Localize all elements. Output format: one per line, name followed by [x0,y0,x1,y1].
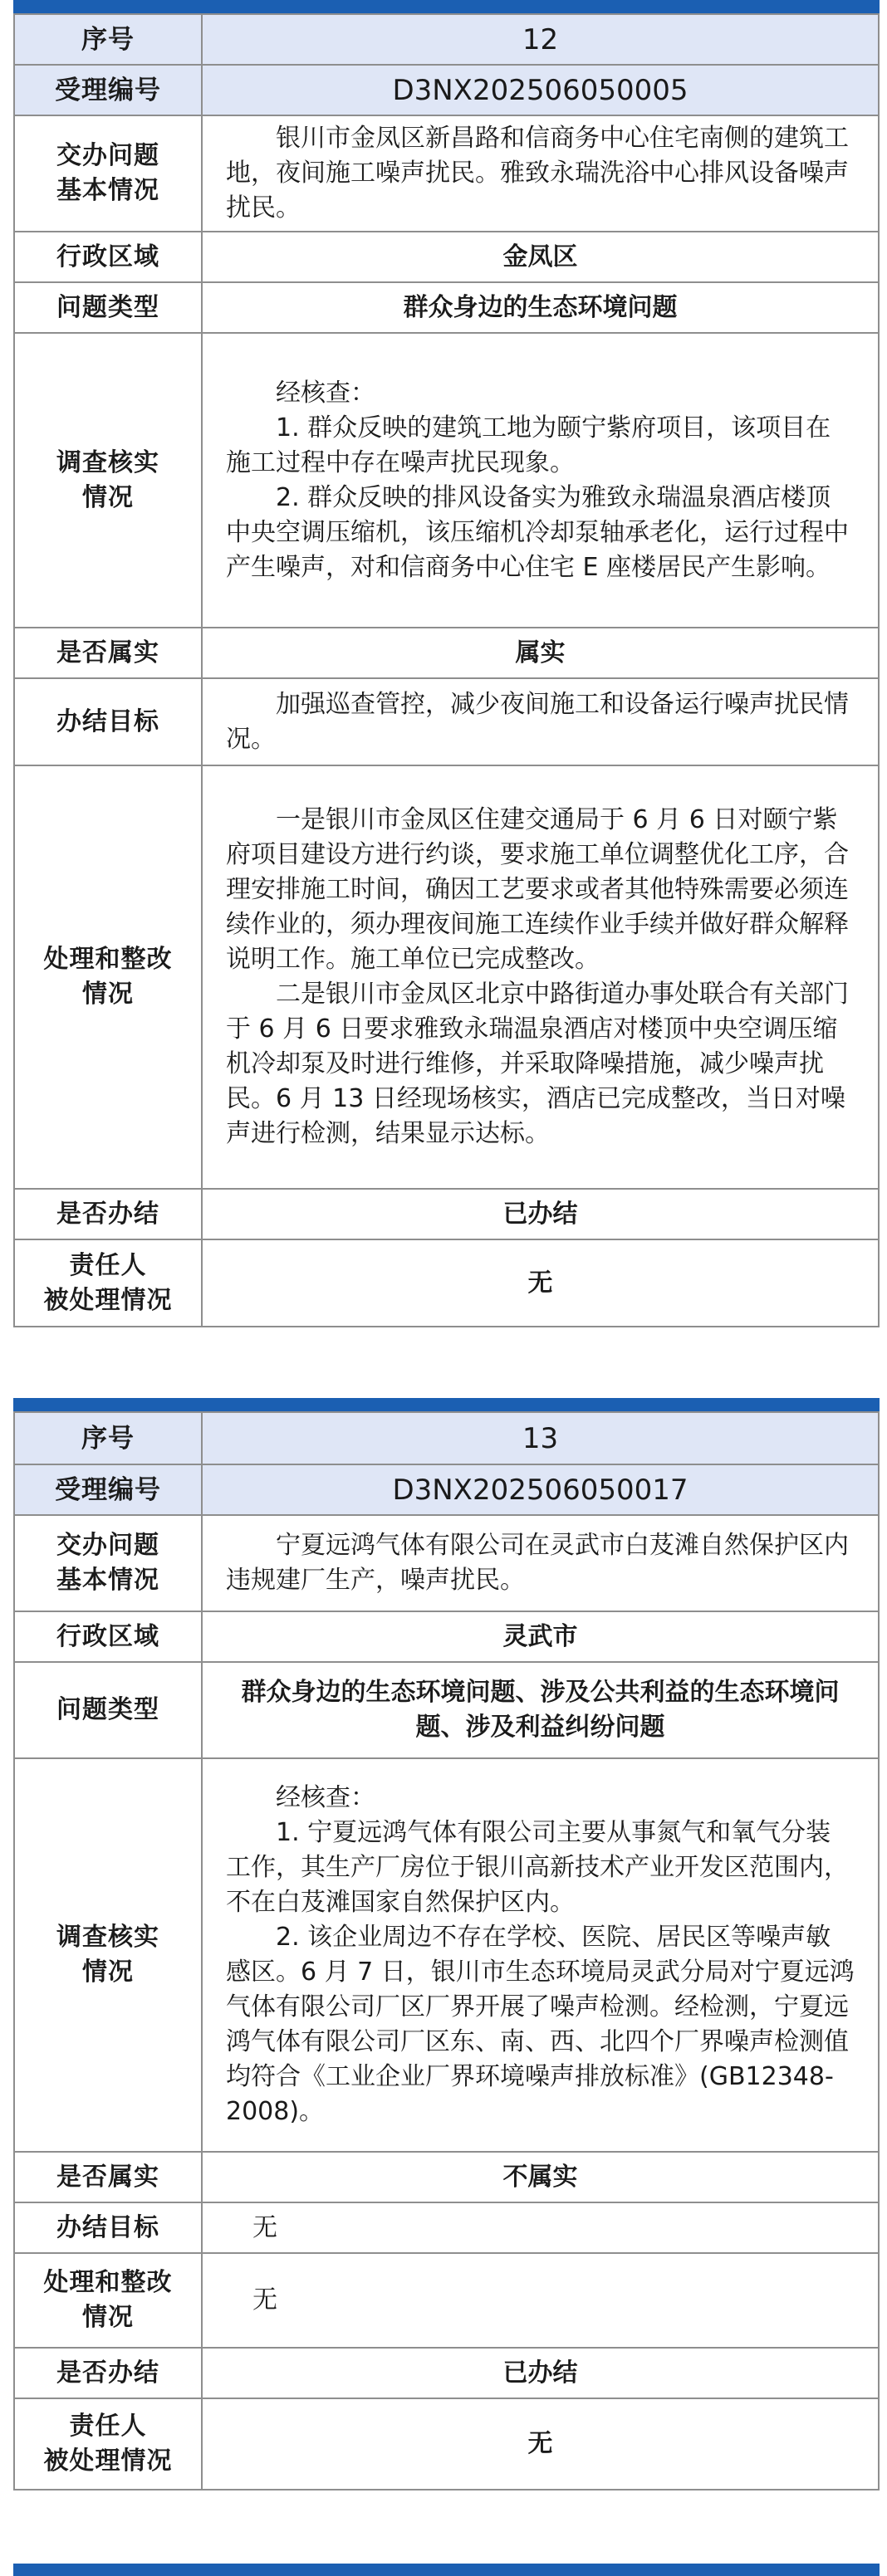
record-table [13,1411,880,2490]
seq-label: 序号 [14,1412,202,1464]
investigation-para: 1. 群众反映的建筑工地为颐宁紫府项目，该项目在施工过程中存在噪声扰民现象。 [226,413,831,477]
handling-value [202,765,879,1189]
region-value: 金凤区 [202,232,879,282]
handling-para: 无 [252,2285,277,2314]
basic-value: 宁夏远鸿气体有限公司在灵武市白芨滩自然保护区内违规建厂生产，噪声扰民。 [202,1515,879,1611]
investigation-para: 1. 宁夏远鸿气体有限公司主要从事氮气和氧气分装工作，其生产厂房位于银川高新技术产业开发区范围内，不在白芨滩国家自然保护区内。 [226,1818,849,1917]
true-value: 不属实 [202,2152,879,2202]
handling-label: 处理和整改 情况 [14,765,202,1189]
type-value: 群众身边的生态环境问题 [202,282,879,333]
done-value: 已办结 [202,1189,879,1239]
investigation-para: 经核查： [276,1783,375,1812]
type-value: 群众身边的生态环境问题、涉及公共利益的生态环境问题、涉及利益纠纷问题 [202,1662,879,1758]
done-label: 是否办结 [14,2348,202,2398]
investigation-label: 调查核实 情况 [14,1758,202,2152]
handling-para: 二是银川市金凤区北京中路街道办事处联合有关部门于 6 月 6 日要求雅致永瑞温泉酒店对楼顶中央空调压缩机冷却泵及时进行维修，并采取降噪措施，减少噪声扰民。6 月 13 日经现场核实，酒店已完成整改，当日对噪声进行检测，结果显示达标。 [226,980,849,1148]
goal-value: 加强巡查管控，减少夜间施工和设备运行噪声扰民情况。 [202,678,879,765]
seq-value: 12 [202,14,879,65]
id-value: D3NX202506050017 [202,1464,879,1515]
done-value: 已办结 [202,2348,879,2398]
id-label: 受理编号 [14,1464,202,1515]
next-card-top-bar [13,2564,880,2576]
card-top-bar [13,0,880,13]
true-label: 是否属实 [14,2152,202,2202]
seq-label: 序号 [14,14,202,65]
region-label: 行政区域 [14,232,202,282]
goal-label: 办结目标 [14,678,202,765]
resp-value: 无 [202,2398,879,2490]
type-label: 问题类型 [14,282,202,333]
handling-value [202,2253,879,2348]
handling-label: 处理和整改 情况 [14,2253,202,2348]
investigation-value [202,333,879,628]
investigation-label: 调查核实 情况 [14,333,202,628]
record-card [13,0,880,1327]
goal-label: 办结目标 [14,2202,202,2253]
resp-label: 责任人 被处理情况 [14,1239,202,1327]
basic-value: 银川市金凤区新昌路和信商务中心住宅南侧的建筑工地，夜间施工噪声扰民。雅致永瑞洗浴中心排风设备噪声扰民。 [202,115,879,232]
type-label: 问题类型 [14,1662,202,1758]
true-value: 属实 [202,628,879,678]
investigation-para: 经核查： [276,378,375,408]
card-top-bar [13,1398,880,1411]
done-label: 是否办结 [14,1189,202,1239]
basic-label: 交办问题 基本情况 [14,115,202,232]
true-label: 是否属实 [14,628,202,678]
goal-value: 无 [202,2202,879,2253]
id-label: 受理编号 [14,65,202,115]
region-label: 行政区域 [14,1611,202,1662]
id-value: D3NX202506050005 [202,65,879,115]
resp-value: 无 [202,1239,879,1327]
investigation-value [202,1758,879,2152]
investigation-para: 2. 群众反映的排风设备实为雅致永瑞温泉酒店楼顶中央空调压缩机，该压缩机冷却泵轴承老化，运行过程中产生噪声，对和信商务中心住宅 E 座楼居民产生影响。 [226,482,849,582]
region-value: 灵武市 [202,1611,879,1662]
investigation-para: 2. 该企业周边不存在学校、医院、居民区等噪声敏感区。6 月 7 日，银川市生态环境局灵武分局对宁夏远鸿气体有限公司厂区厂界开展了噪声检测。经检测，宁夏远鸿气体有限公司厂区东、南、西、北四个厂界噪声检测值均符合《工业企业厂界环境噪声排放标准》(GB12348-2008)。 [226,1923,855,2126]
resp-label: 责任人 被处理情况 [14,2398,202,2490]
record-card [13,1398,880,2490]
record-table [13,13,880,1327]
handling-para: 一是银川市金凤区住建交通局于 6 月 6 日对颐宁紫府项目建设方进行约谈，要求施工单位调整优化工序，合理安排施工时间，确因工艺要求或者其他特殊需要必须连续作业的，须办理夜间施工连续作业手续并做好群众解释说明工作。施工单位已完成整改。 [226,805,849,974]
seq-value: 13 [202,1412,879,1464]
basic-label: 交办问题 基本情况 [14,1515,202,1611]
